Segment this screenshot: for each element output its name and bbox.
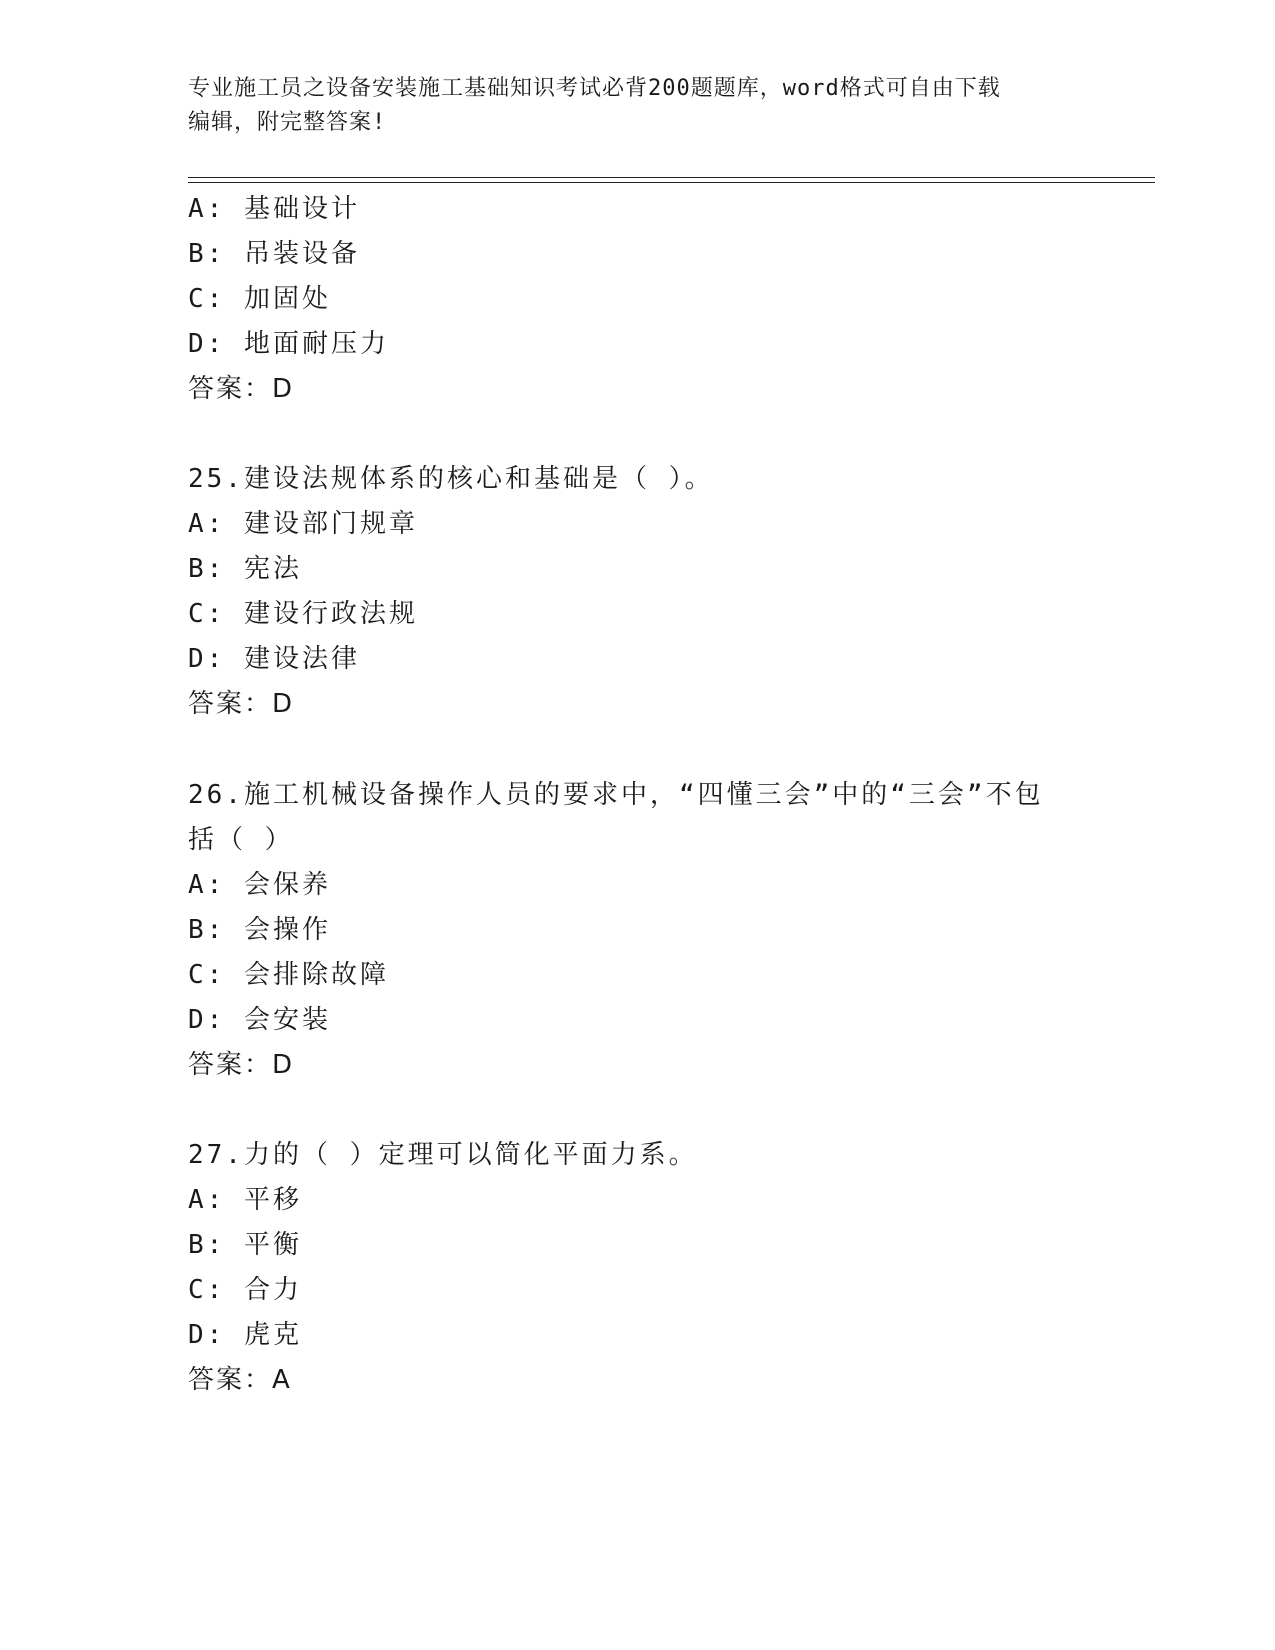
header-line-2: 编辑，附完整答案! [188,110,387,135]
q27-option-b: B: 平衡 [188,1230,302,1260]
q26-option-d: D: 会安装 [188,1005,331,1035]
header-divider-bottom [188,182,1155,183]
q24-option-c: C: 加固处 [188,284,331,314]
q25-option-a: A: 建设部门规章 [188,509,418,539]
document-header [188,72,1088,140]
q25-option-b: B: 宪法 [188,554,302,584]
q27-question: 27.力的（ ）定理可以简化平面力系。 [188,1140,698,1170]
q24-option-d: D: 地面耐压力 [188,329,389,359]
q26-question-line-1: 26.施工机械设备操作人员的要求中，“四懂三会”中的“三会”不包 [188,780,1044,810]
q26-option-c: C: 会排除故障 [188,960,389,990]
q25-question: 25.建设法规体系的核心和基础是（ ）。 [188,464,714,494]
header-divider-top [188,177,1155,178]
q27-option-c: C: 合力 [188,1275,302,1305]
q26-question-line-2: 括（ ） [188,825,294,855]
q27-option-a: A: 平移 [188,1185,302,1215]
header-line-1: 专业施工员之设备安装施工基础知识考试必背200题题库，word格式可自由下载 [188,76,1001,101]
q25-answer: 答案：D [188,689,295,719]
q24-option-b: B: 吊装设备 [188,239,360,269]
q27-answer: 答案：A [188,1365,292,1395]
q26-answer: 答案：D [188,1050,295,1080]
q24-option-a: A: 基础设计 [188,194,360,224]
q26-option-a: A: 会保养 [188,870,331,900]
q25-option-d: D: 建设法律 [188,644,360,674]
q25-option-c: C: 建设行政法规 [188,599,418,629]
q24-answer: 答案：D [188,374,295,404]
q26-option-b: B: 会操作 [188,915,331,945]
q27-option-d: D: 虎克 [188,1320,302,1350]
